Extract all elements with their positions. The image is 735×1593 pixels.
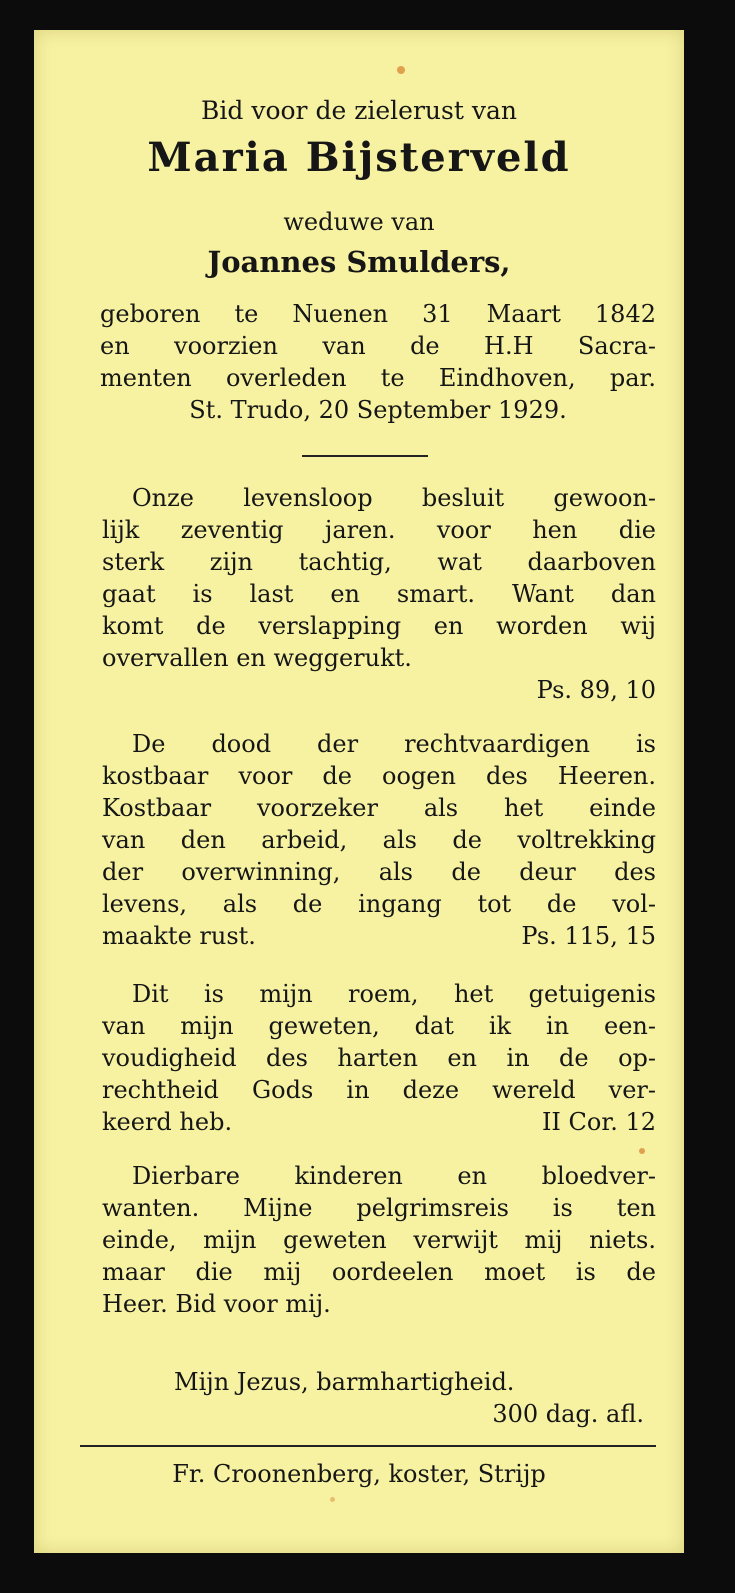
- passage-line: gaat is last en smart. Want dan: [102, 580, 656, 608]
- passage-line: kostbaar voor de oogen des Heeren.: [102, 762, 656, 790]
- husband-name: Joannes Smulders,: [207, 245, 511, 279]
- passage-1: [102, 482, 656, 706]
- stain-speck: [639, 1148, 645, 1154]
- passage-line: rechtheid Gods in deze wereld ver-: [102, 1076, 656, 1104]
- bio-line: St. Trudo, 20 September 1929.: [189, 396, 567, 424]
- widow-of-label: weduwe van: [283, 208, 435, 236]
- bio-line: menten overleden te Eindhoven, par.: [100, 364, 656, 392]
- divider-long: [80, 1445, 656, 1447]
- passage-line: levens, als de ingang tot de vol-: [102, 890, 656, 918]
- scripture-ref: Ps. 89, 10: [536, 676, 656, 704]
- bio-line: geboren te Nuenen 31 Maart 1842: [100, 300, 656, 328]
- passage-line: wanten. Mijne pelgrimsreis is ten: [102, 1194, 656, 1222]
- divider-short: [302, 455, 428, 457]
- passage-4: [102, 1160, 656, 1320]
- bio-line: en voorzien van de H.H Sacra-: [100, 332, 656, 360]
- indulgence: 300 dag. afl.: [492, 1400, 644, 1428]
- scripture-ref: II Cor. 12: [541, 1108, 656, 1136]
- memorial-card: [34, 30, 684, 1553]
- closing-prayer: Mijn Jezus, barmhartigheid.: [174, 1368, 515, 1396]
- bio-block: [100, 298, 656, 426]
- passage-line: komt de verslapping en worden wij: [102, 612, 656, 640]
- passage-3: [102, 978, 656, 1138]
- passage-line: lijk zeventig jaren. voor hen die: [102, 516, 656, 544]
- prayer-intro: Bid voor de zielerust van: [201, 96, 517, 125]
- passage-line: Dierbare kinderen en bloedver-: [132, 1162, 656, 1190]
- scripture-ref: Ps. 115, 15: [521, 922, 656, 950]
- passage-line: van mijn geweten, dat ik in een-: [102, 1012, 656, 1040]
- passage-line: Kostbaar voorzeker als het einde: [102, 794, 656, 822]
- passage-line: overvallen en weggerukt.: [102, 644, 412, 672]
- passage-line: der overwinning, als de deur des: [102, 858, 656, 886]
- passage-line: Dit is mijn roem, het getuigenis: [132, 980, 656, 1008]
- passage-line: maar die mij oordeelen moet is de: [102, 1258, 656, 1286]
- passage-line: Heer. Bid voor mij.: [102, 1290, 331, 1318]
- passage-2: [102, 728, 656, 952]
- stain-speck: [397, 66, 405, 74]
- passage-line: De dood der rechtvaardigen is: [132, 730, 656, 758]
- stain-speck: [330, 1497, 335, 1502]
- deceased-name: Maria Bijsterveld: [147, 134, 571, 181]
- passage-line: keerd heb.: [102, 1108, 233, 1136]
- passage-line: van den arbeid, als de voltrekking: [102, 826, 656, 854]
- passage-line: einde, mijn geweten verwijt mij niets.: [102, 1226, 656, 1254]
- passage-line: voudigheid des harten en in de op-: [102, 1044, 656, 1072]
- passage-line: maakte rust.: [102, 922, 256, 950]
- printer-credit: Fr. Croonenberg, koster, Strijp: [172, 1460, 546, 1488]
- passage-line: Onze levensloop besluit gewoon-: [132, 484, 656, 512]
- passage-line: sterk zijn tachtig, wat daarboven: [102, 548, 656, 576]
